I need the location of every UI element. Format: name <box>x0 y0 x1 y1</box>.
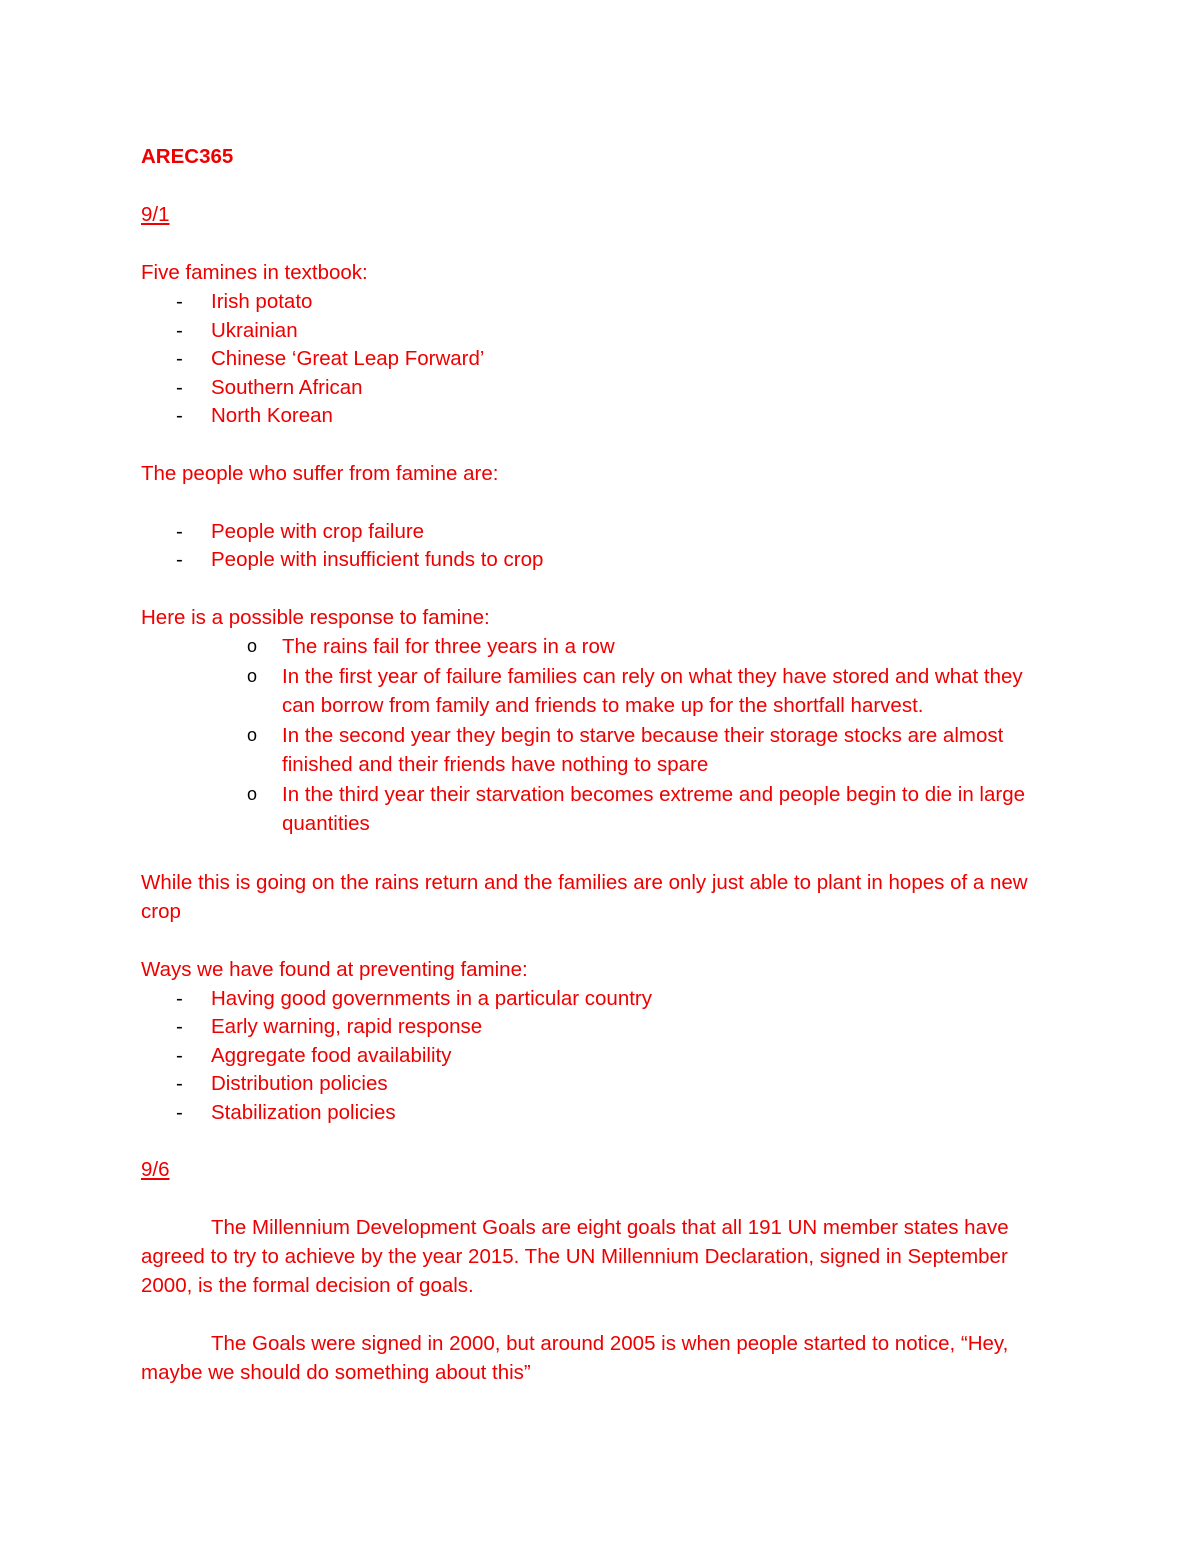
goals-signed-paragraph: The Goals were signed in 2000, but around 2005 is when people started to notice, “Hey, maybe we should do something about this” <box>141 1332 1009 1384</box>
list-item <box>141 662 1061 720</box>
list-item <box>141 780 1061 838</box>
list-item <box>141 287 1061 316</box>
list-item-text: Ukrainian <box>211 318 298 342</box>
dash-bullet: - <box>176 318 183 342</box>
dash-bullet: - <box>176 548 183 571</box>
list-item-text: In the third year their starvation becomes extreme and people begin to die in large quantities <box>282 782 1025 835</box>
list-item <box>141 721 1061 779</box>
list-item-text: People with insufficient funds to crop <box>211 548 544 571</box>
prevent-list <box>141 984 1061 1127</box>
list-item-text: Aggregate food availability <box>211 1043 452 1067</box>
list-item <box>141 316 1061 345</box>
dash-bullet: - <box>176 404 183 427</box>
response-heading: Here is a possible response to famine: <box>141 605 490 629</box>
famines-list <box>141 287 1061 430</box>
list-item-text: Stabilization policies <box>211 1100 396 1124</box>
date-heading-9-1: 9/1 <box>141 203 170 226</box>
list-item <box>141 632 1061 661</box>
circle-bullet: o <box>247 724 258 745</box>
list-item <box>141 1098 1061 1127</box>
list-item-text: In the second year they begin to starve because their storage stocks are almost finished and their friends have nothing to spare <box>282 723 1004 776</box>
famines-heading: Five famines in textbook: <box>141 261 368 284</box>
list-item-text: Chinese ‘Great Leap Forward’ <box>211 347 485 370</box>
dash-bullet: - <box>176 347 183 370</box>
circle-bullet: o <box>247 783 258 804</box>
dash-bullet: - <box>176 519 183 543</box>
list-item-text: Having good governments in a particular country <box>211 986 652 1010</box>
list-item <box>141 344 1061 373</box>
dash-bullet: - <box>176 986 183 1010</box>
dash-bullet: - <box>176 1015 183 1038</box>
response-list <box>141 632 1061 838</box>
list-item-text: The rains fail for three years in a row <box>282 634 615 658</box>
list-item-text: Irish potato <box>211 290 313 313</box>
list-item <box>141 545 1061 574</box>
list-item <box>141 1012 1061 1041</box>
list-item-text: North Korean <box>211 404 333 427</box>
prevent-heading: Ways we have found at preventing famine: <box>141 957 528 981</box>
mdg-paragraph: The Millennium Development Goals are eight goals that all 191 UN member states have agreed to try to achieve by the year 2015. The UN Millennium Declaration, signed in September 2000, is the formal decision of goals. <box>141 1216 1009 1297</box>
list-item-text: Distribution policies <box>211 1072 388 1095</box>
list-item <box>141 373 1061 402</box>
dash-bullet: - <box>176 1072 183 1095</box>
course-title: AREC365 <box>141 145 234 168</box>
suffer-heading: The people who suffer from famine are: <box>141 461 499 485</box>
circle-bullet: o <box>247 665 258 686</box>
dash-bullet: - <box>176 290 183 313</box>
list-item <box>141 517 1061 546</box>
list-item-text: Early warning, rapid response <box>211 1015 483 1038</box>
document-content <box>141 142 1061 1387</box>
list-item <box>141 984 1061 1013</box>
list-item <box>141 1041 1061 1070</box>
suffer-list <box>141 517 1061 574</box>
list-item <box>141 401 1061 430</box>
list-item-text: People with crop failure <box>211 519 425 543</box>
list-item-text: In the first year of failure families can rely on what they have stored and what they can borrow from family and friends to make up for the shortfall harvest. <box>282 664 1023 717</box>
list-item-text: Southern African <box>211 375 363 399</box>
dash-bullet: - <box>176 375 183 399</box>
rains-return-paragraph: While this is going on the rains return and the families are only just able to plant in hopes of a new crop <box>141 870 1028 923</box>
dash-bullet: - <box>176 1043 183 1067</box>
list-item <box>141 1069 1061 1098</box>
dash-bullet: - <box>176 1100 183 1124</box>
circle-bullet: o <box>247 635 258 656</box>
date-heading-9-6: 9/6 <box>141 1158 170 1181</box>
